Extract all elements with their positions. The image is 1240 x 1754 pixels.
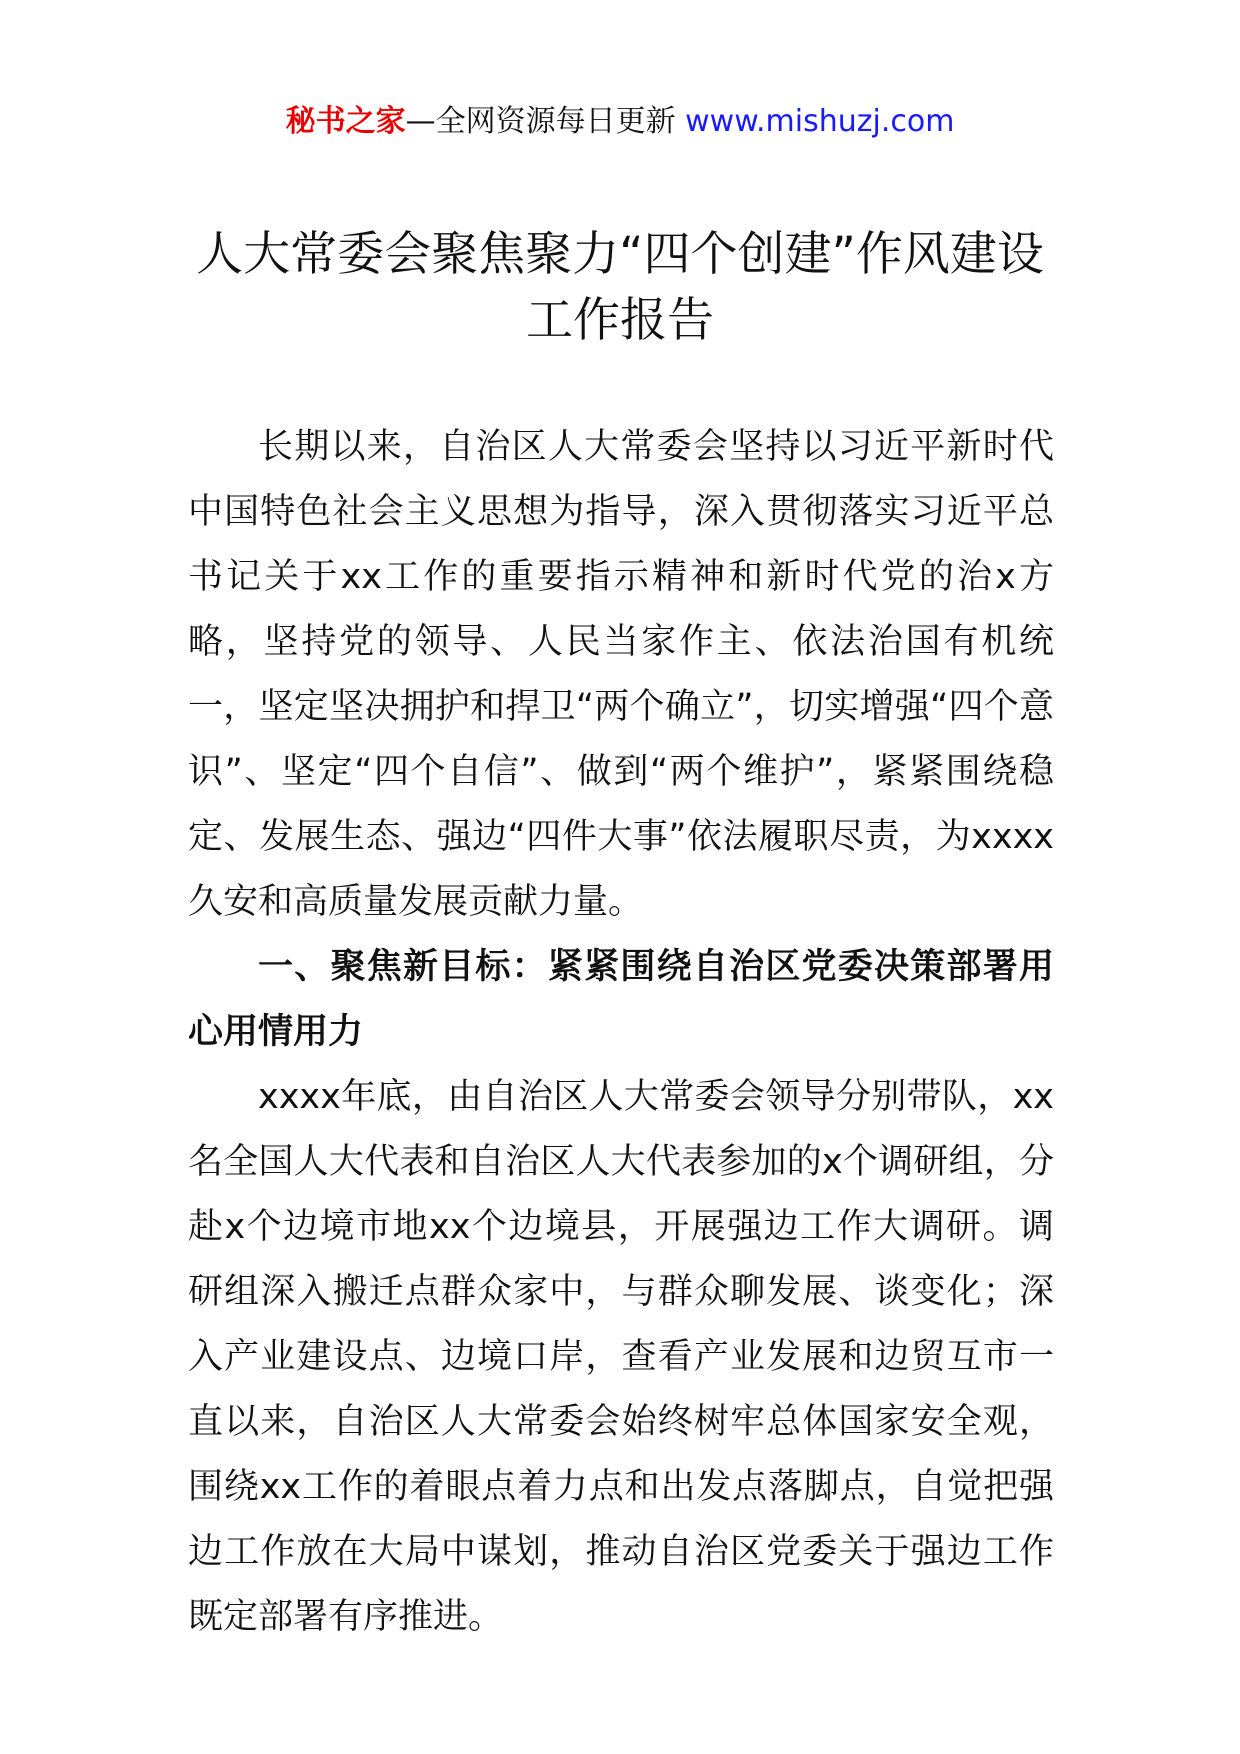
section-heading: 一、聚焦新目标：紧紧围绕自治区党委决策部署用心用情用力 xyxy=(188,947,1054,1052)
section-paragraph: xxxx年底，由自治区人大常委会领导分别带队，xx名全国人大代表和自治区人大代表参加的x个调研组，分赴x个边境市地xx个边境县，开展强边工作大调研。调研组深入搬迁点群众家中，与群众聊发展、谈变化；深入产业建设点、边境口岸，查看产业发展和边贸互市一直以来，自治区人大常委会始终树牢总体国家安全观，围绕xx工作的着眼点着力点和出发点落脚点，自觉把强边工作放在大局中谋划，推动自治区党委关于强边工作既定部署有序推进。 xyxy=(188,1077,1054,1637)
document-body xyxy=(188,415,1054,1650)
site-header xyxy=(0,100,1240,144)
intro-paragraph: 长期以来，自治区人大常委会坚持以习近平新时代中国特色社会主义思想为指导，深入贯彻落实习近平总书记关于xx工作的重要指示精神和新时代党的治x方略，坚持党的领导、人民当家作主、依法治国有机统一，坚定坚决拥护和捍卫“两个确立”，切实增强“四个意识”、坚定“四个自信”、做到“两个维护”，紧紧围绕稳定、发展生态、强边“四件大事”依法履职尽责，为xxxx久安和高质量发展贡献力量。 xyxy=(188,427,1054,922)
site-brand: 秘书之家 xyxy=(285,104,406,139)
site-tagline: —全网资源每日更新 xyxy=(405,104,686,139)
document-title: 人大常委会聚焦聚力“四个创建”作风建设工作报告 xyxy=(196,227,1044,348)
site-url-link[interactable]: www.mishuzj.com xyxy=(685,104,955,139)
